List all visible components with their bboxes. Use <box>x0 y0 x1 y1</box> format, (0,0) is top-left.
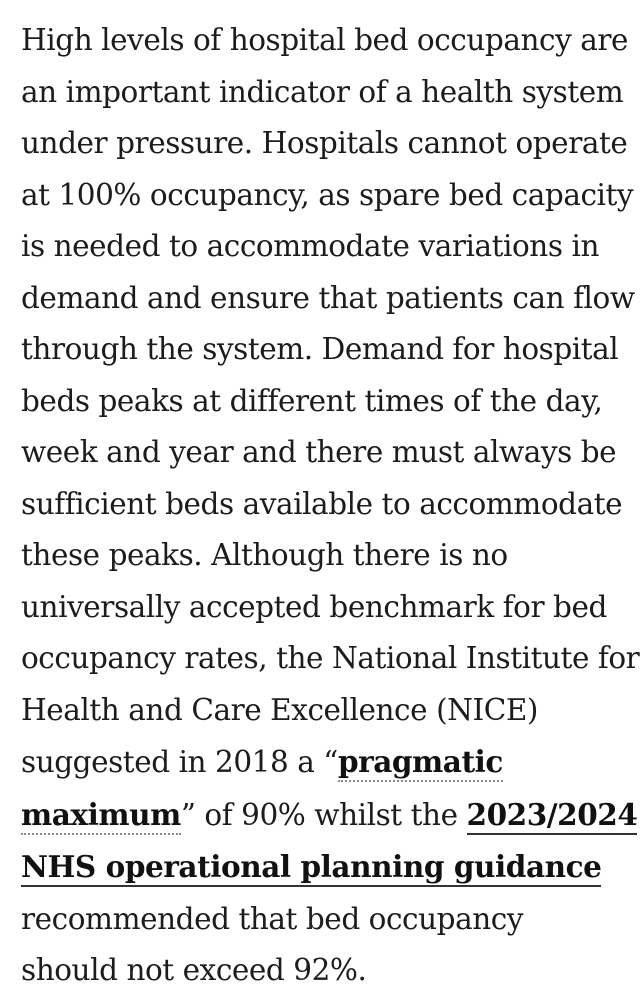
paragraph-line: sufficient beds available to accommodate <box>21 486 623 521</box>
paragraph-line: these peaks. Although there is no <box>21 538 508 572</box>
paragraph-line: universally accepted benchmark for bed <box>21 589 607 624</box>
paragraph-line: occupancy rates, the National Institute for <box>21 641 640 675</box>
paragraph-line: should not exceed 92%. <box>21 953 367 987</box>
nice-pragmatic-maximum-link[interactable]: pragmatic <box>338 744 503 782</box>
paragraph-line: an important indicator of a health system <box>21 74 624 109</box>
paragraph-line: is needed to accommodate variations in <box>21 229 599 263</box>
paragraph-line <box>21 736 633 789</box>
nhs-planning-guidance-link-continued[interactable]: NHS operational planning guidance <box>21 849 601 887</box>
article-paragraph <box>21 15 640 997</box>
paragraph-text: suggested in 2018 a “ <box>21 745 338 779</box>
nice-pragmatic-maximum-link-continued[interactable]: maximum <box>21 797 181 835</box>
paragraph-line <box>21 841 633 894</box>
paragraph-line: under pressure. Hospitals cannot operate <box>21 126 628 160</box>
paragraph-line <box>21 789 638 842</box>
paragraph-line: at 100% occupancy, as spare bed capacity <box>21 177 634 212</box>
paragraph-line: High levels of hospital bed occupancy are <box>21 23 629 57</box>
paragraph-line: week and year and there must always be <box>21 435 617 469</box>
nhs-planning-guidance-link[interactable]: 2023/2024 <box>467 797 638 835</box>
paragraph-text: ” of 90% whilst the <box>180 797 467 832</box>
paragraph-line: recommended that bed occupancy <box>21 901 524 936</box>
paragraph-line: beds peaks at different times of the day, <box>21 383 603 418</box>
paragraph-line: demand and ensure that patients can flow <box>21 280 635 315</box>
paragraph-line: Health and Care Excellence (NICE) <box>21 692 538 727</box>
paragraph-line: through the system. Demand for hospital <box>21 332 619 366</box>
